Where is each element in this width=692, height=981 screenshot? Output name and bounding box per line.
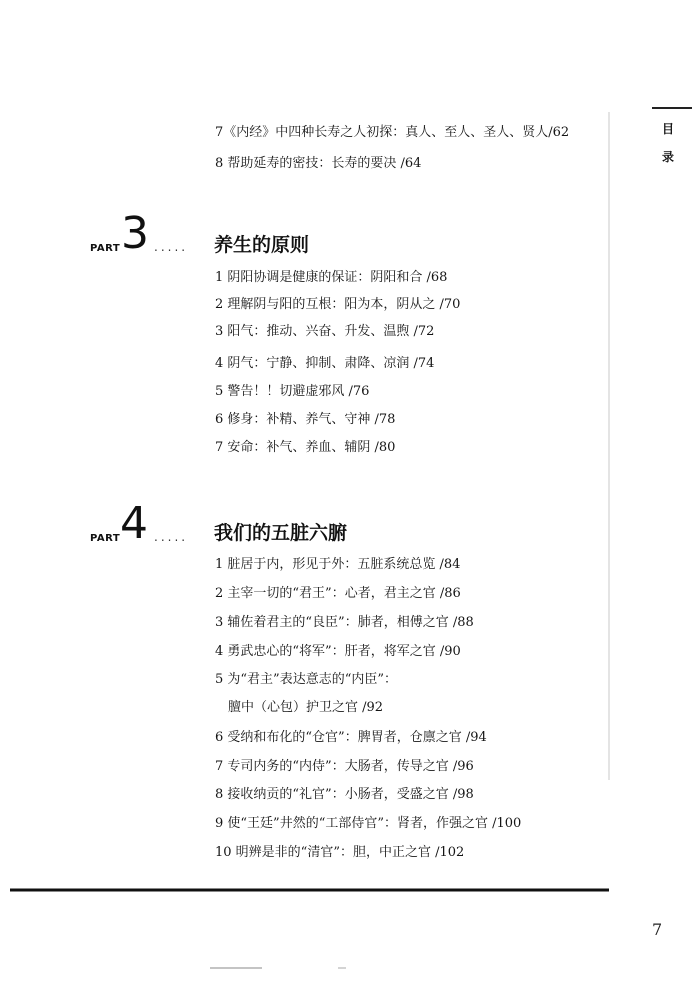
part3-title[interactable]: 养生的原则 [214, 234, 310, 256]
toc-entry[interactable]: 8 接收纳贡的“礼官”：小肠者，受盛之官 /98 [215, 787, 474, 802]
toc-entry[interactable]: 5 警告！！切避虚邪风 /76 [215, 384, 370, 399]
toc-entry[interactable]: 7《内经》中四种长寿之人初探：真人、至人、圣人、贤人/62 [215, 125, 570, 140]
toc-entry[interactable]: 3 辅佐着君主的“良臣”：肺者，相傅之官 /88 [215, 615, 474, 630]
toc-entry[interactable]: 1 脏居于内，形见于外：五脏系统总览 /84 [215, 557, 461, 572]
part3-number: 3 [121, 208, 149, 259]
toc-entry[interactable]: 2 主宰一切的“君王”：心者，君主之官 /86 [215, 586, 461, 601]
toc-entry[interactable]: 2 理解阴与阳的互根：阳为本，阴从之 /70 [215, 297, 461, 312]
toc-entry[interactable]: 1 阴阳协调是健康的保证：阴阳和合 /68 [215, 270, 448, 285]
toc-entry[interactable]: 7 专司内务的“内侍”：大肠者，传导之官 /96 [215, 759, 474, 774]
toc-entry[interactable]: 5 为“君主”表达意志的“内臣”： [215, 672, 397, 687]
side-tab-char-1: 目 [662, 122, 675, 136]
part4-dots: ..... [154, 530, 189, 544]
toc-entry[interactable]: 4 勇武忠心的“将军”：肝者，将军之官 /90 [215, 644, 461, 659]
side-tab-char-2: 录 [662, 150, 675, 164]
part3-dots: ..... [154, 240, 189, 254]
page-number: 7 [652, 920, 663, 939]
part4-title[interactable]: 我们的五脏六腑 [214, 522, 348, 544]
toc-entry[interactable]: 10 明辨是非的“清官”：胆，中正之官 /102 [215, 845, 465, 860]
part3-label: PART [90, 243, 121, 254]
toc-entry-continuation[interactable]: 膻中（心包）护卫之官 /92 [228, 700, 384, 715]
part4-label: PART [90, 533, 121, 544]
toc-entry[interactable]: 3 阳气：推动、兴奋、升发、温煦 /72 [215, 324, 435, 339]
toc-entry[interactable]: 4 阴气：宁静、抑制、肃降、凉润 /74 [215, 356, 435, 371]
toc-entry[interactable]: 9 使“王廷”井然的“工部侍官”：肾者，作强之官 /100 [215, 816, 522, 831]
toc-entry[interactable]: 6 受纳和布化的“仓官”：脾胃者，仓廪之官 /94 [215, 730, 487, 745]
toc-entry[interactable]: 6 修身：补精、养气、守神 /78 [215, 412, 396, 427]
toc-entry[interactable]: 8 帮助延寿的密技：长寿的要决 /64 [215, 156, 422, 171]
part4-number: 4 [120, 498, 148, 549]
toc-entry[interactable]: 7 安命：补气、养血、辅阴 /80 [215, 440, 396, 455]
